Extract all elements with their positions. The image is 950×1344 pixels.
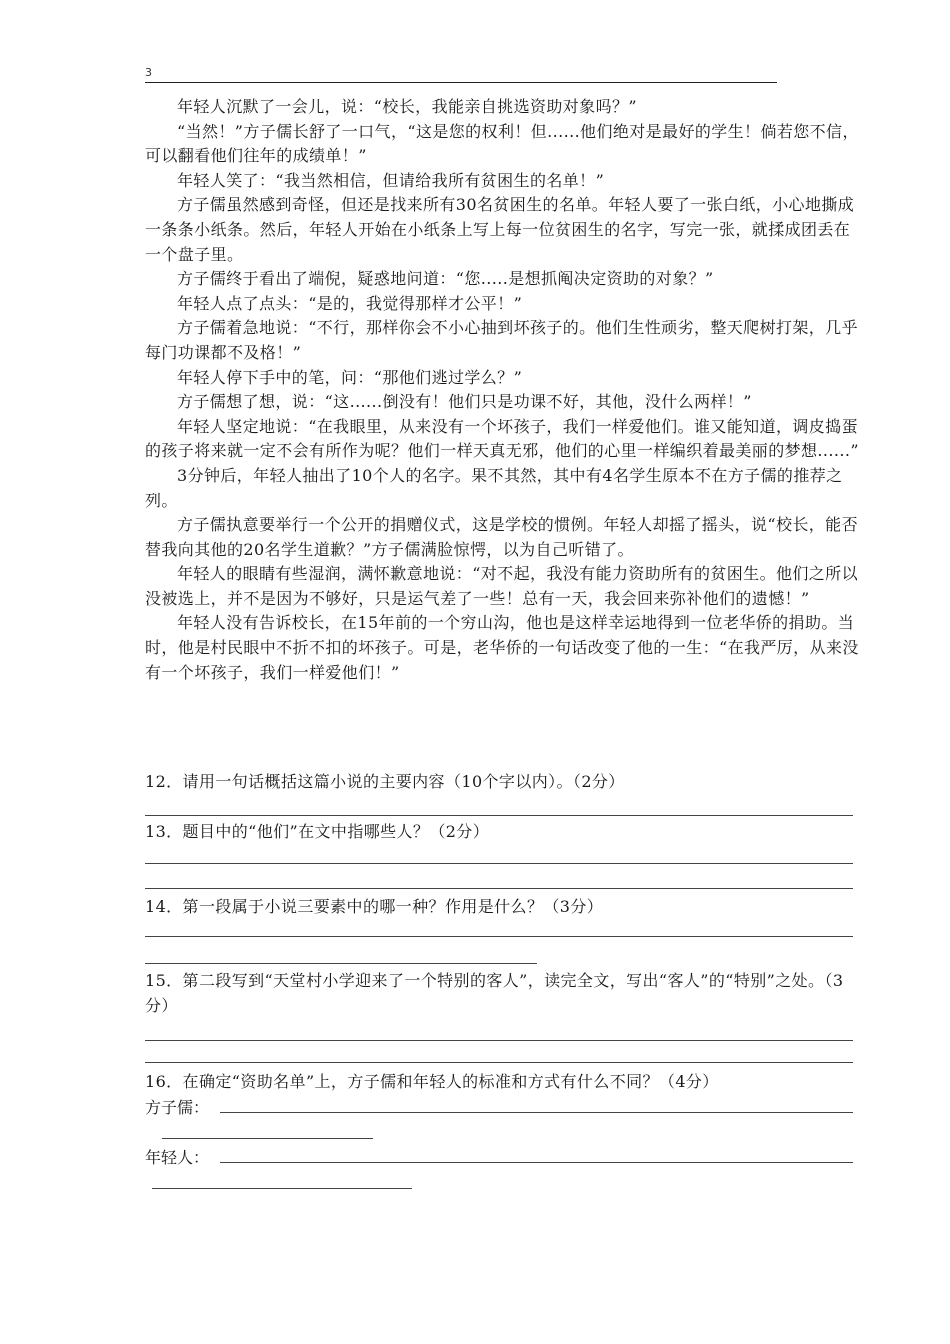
question-16: 16．在确定“资助名单”上，方子儒和年轻人的标准和方式有什么不同？（4分） bbox=[145, 1072, 719, 1091]
story-paragraph: 3分钟后，年轻人抽出了10个人的名字。果不其然，其中有4名学生原本不在方子儒的推荐之列。 bbox=[145, 465, 843, 510]
answer-line-q13-1[interactable] bbox=[145, 863, 853, 864]
answer-line-young-man-1[interactable] bbox=[220, 1162, 853, 1163]
story-paragraph: 年轻人坚定地说：“在我眼里，从来没有一个坏孩子，我们一样爱他们。谁又能知道，调皮捣蛋的孩子将来就一定不会有所作为呢？他们一样天真无邪，他们的心里一样编织着最美丽的梦想......” bbox=[145, 416, 859, 461]
answer-label-young-man: 年轻人： bbox=[145, 1148, 210, 1167]
story-paragraph: 方子儒虽然感到奇怪，但还是找来所有30名贫困生的名单。年轻人要了一张白纸，小心地撕成一条条小纸条。然后，年轻人开始在小纸条上写上每一位贫困生的名字，写完一张，就揉成团丢在一个盘子里。 bbox=[145, 195, 855, 264]
answer-line-q15-1[interactable] bbox=[145, 1040, 853, 1041]
question-13: 13．题目中的“他们”在文中指哪些人？（2分） bbox=[145, 822, 490, 841]
story-paragraph: 年轻人点了点头：“是的，我觉得那样才公平！” bbox=[177, 293, 523, 313]
story-body bbox=[145, 95, 860, 685]
page-number: 3 bbox=[145, 66, 152, 79]
story-paragraph: 方子儒着急地说：“不行，那样你会不小心抽到坏孩子的。他们生性顽劣，整天爬树打架，几乎每门功课都不及格！” bbox=[145, 318, 858, 362]
answer-label-fangziru: 方子儒： bbox=[145, 1098, 210, 1117]
answer-line-q14-2[interactable] bbox=[145, 963, 537, 964]
story-paragraph: 年轻人没有告诉校长，在15年前的一个穷山沟，他也是这样幸运地得到一位老华侨的捐助。当时，他是村民眼中不折不扣的坏孩子。可是，老华侨的一句话改变了他的一生：“在我严厉，从来没有一个坏孩子，我们一样爱他们！” bbox=[145, 613, 859, 682]
question-12: 12．请用一句话概括这篇小说的主要内容（10个字以内）。（2分） bbox=[145, 772, 625, 791]
answer-line-q15-2[interactable] bbox=[145, 1062, 853, 1063]
story-paragraph: 年轻人笑了：“我当然相信，但请给我所有贫困生的名单！” bbox=[177, 170, 605, 190]
answer-line-q12[interactable] bbox=[145, 815, 853, 816]
header-rule bbox=[145, 82, 777, 83]
story-paragraph: 方子儒执意要举行一个公开的捐赠仪式，这是学校的惯例。年轻人却摇了摇头，说“校长，能否替我向其他的20名学生道歉？”方子儒满脸惊愕，以为自己听错了。 bbox=[145, 515, 858, 559]
story-paragraph: 年轻人的眼睛有些湿润，满怀歉意地说：“对不起，我没有能力资助所有的贫困生。他们之所以没被选上，并不是因为不够好，只是运气差了一些！总有一天，我会回来弥补他们的遗憾！” bbox=[145, 564, 858, 608]
story-paragraph: 方子儒想了想，说：“这......倒没有！他们只是功课不好，其他，没什么两样！” bbox=[177, 392, 752, 412]
answer-line-fangziru-1[interactable] bbox=[220, 1112, 853, 1113]
story-paragraph: 方子儒终于看出了端倪，疑惑地问道：“您.....是想抓阄决定资助的对象？” bbox=[177, 269, 714, 289]
answer-line-q14-1[interactable] bbox=[145, 936, 853, 937]
answer-line-fangziru-2[interactable] bbox=[162, 1138, 373, 1139]
answer-line-q13-2[interactable] bbox=[145, 888, 853, 889]
story-paragraph: 年轻人停下手中的笔，问：“那他们逃过学么？” bbox=[177, 367, 523, 387]
question-14: 14．第一段属于小说三要素中的哪一种？作用是什么？（3分） bbox=[145, 897, 604, 916]
answer-line-young-man-2[interactable] bbox=[152, 1188, 412, 1189]
story-paragraph: 年轻人沉默了一会儿，说：“校长，我能亲自挑选资助对象吗？” bbox=[177, 97, 637, 116]
story-paragraph: “当然！”方子儒长舒了一口气，“这是您的权利！但......他们绝对是最好的学生！倘若您不信，可以翻看他们往年的成绩单！” bbox=[145, 121, 859, 166]
question-15: 15．第二段写到“天堂村小学迎来了一个特别的客人”，读完全文，写出“客人”的“特别”之处。（3分） bbox=[145, 971, 844, 1015]
